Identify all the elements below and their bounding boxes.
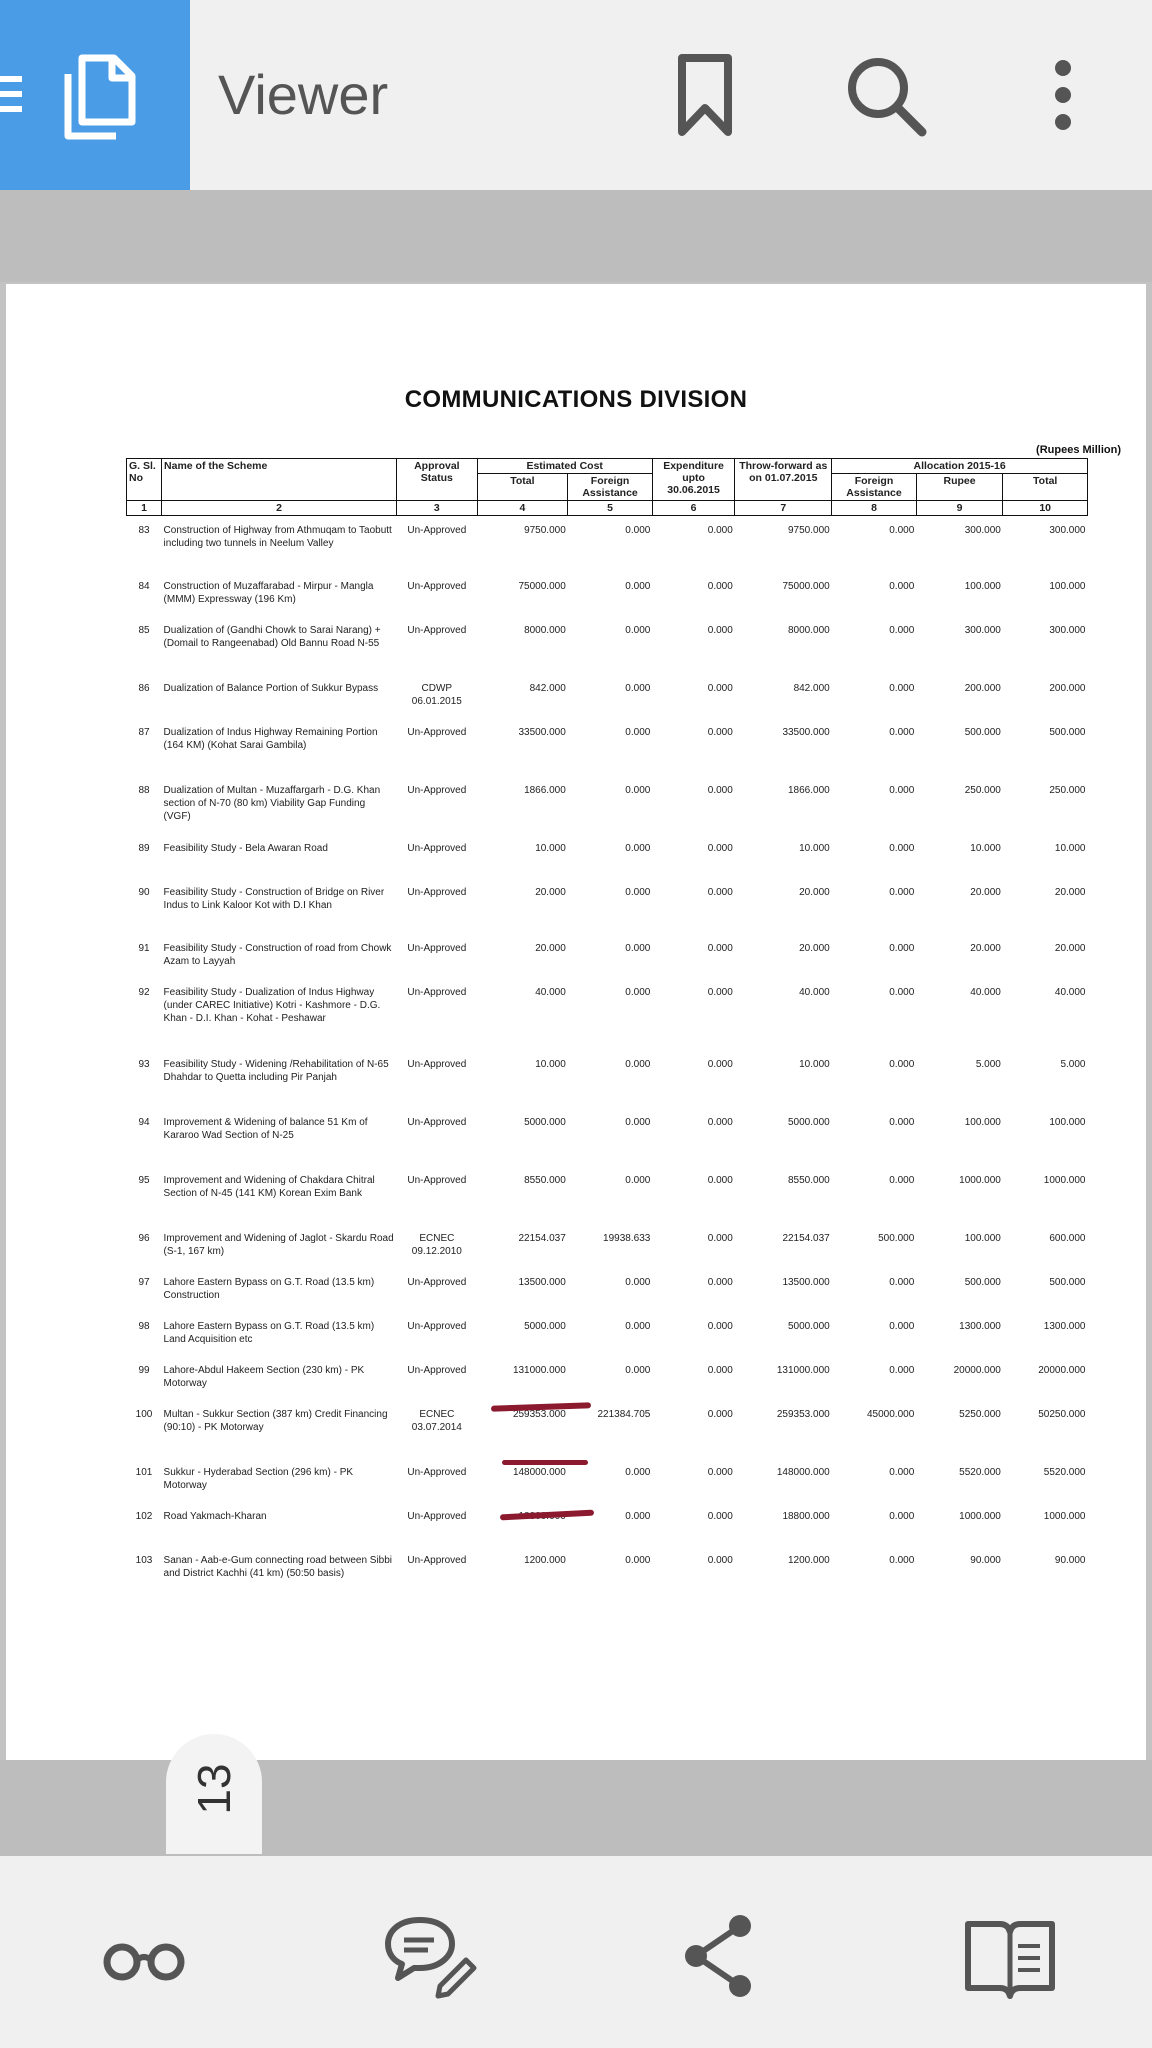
throw-forward: 18800.000 bbox=[782, 1511, 830, 1522]
allocation-rupee: 1000.000 bbox=[959, 1511, 1001, 1522]
allocation-total: 300.000 bbox=[1049, 525, 1086, 536]
estimated-foreign: 0.000 bbox=[625, 1555, 651, 1566]
estimated-total: 13500.000 bbox=[518, 1277, 566, 1288]
share-icon[interactable] bbox=[668, 1906, 768, 2006]
scheme-name: Improvement & Widening of balance 51 Km of Kararoo Wad Section of N-25 bbox=[163, 1117, 368, 1141]
allocation-rupee: 1000.000 bbox=[959, 1175, 1001, 1186]
approval-status: Un-Approved bbox=[407, 727, 467, 738]
row-number: 93 bbox=[138, 1059, 150, 1070]
allocation-rupee: 20.000 bbox=[970, 887, 1001, 898]
allocation-total: 250.000 bbox=[1049, 785, 1086, 796]
row-number: 96 bbox=[138, 1233, 150, 1244]
app-title: Viewer bbox=[218, 63, 389, 126]
table-row bbox=[127, 942, 1088, 986]
allocation-foreign: 0.000 bbox=[889, 727, 915, 738]
allocation-foreign: 0.000 bbox=[889, 581, 915, 592]
throw-forward: 131000.000 bbox=[776, 1365, 830, 1376]
estimated-foreign: 0.000 bbox=[625, 1059, 651, 1070]
allocation-foreign: 0.000 bbox=[889, 1321, 915, 1332]
more-vert-icon[interactable] bbox=[1018, 50, 1108, 140]
allocation-total: 500.000 bbox=[1049, 727, 1086, 738]
estimated-total: 75000.000 bbox=[518, 581, 566, 592]
allocation-foreign: 0.000 bbox=[889, 625, 915, 636]
scheme-name: Construction of Highway from Athmuqam to Taobutt including two tunnels in Neelum Valley bbox=[163, 525, 392, 549]
col-number: 2 bbox=[162, 501, 397, 516]
allocation-rupee: 500.000 bbox=[964, 1277, 1001, 1288]
throw-forward: 259353.000 bbox=[776, 1409, 830, 1420]
table-row bbox=[127, 682, 1088, 726]
approval-status: Un-Approved bbox=[407, 525, 467, 536]
glasses-icon[interactable] bbox=[94, 1906, 194, 2006]
row-number: 98 bbox=[138, 1321, 150, 1332]
estimated-total: 9750.000 bbox=[524, 525, 566, 536]
allocation-foreign: 0.000 bbox=[889, 843, 915, 854]
approval-status: Un-Approved bbox=[407, 1555, 467, 1566]
expenditure: 0.000 bbox=[707, 1321, 733, 1332]
expenditure: 0.000 bbox=[707, 525, 733, 536]
table-row bbox=[127, 1058, 1088, 1116]
allocation-total: 50250.000 bbox=[1038, 1409, 1086, 1420]
allocation-rupee: 90.000 bbox=[970, 1555, 1001, 1566]
scheme-name: Feasibility Study - Bela Awaran Road bbox=[163, 843, 328, 854]
allocation-foreign: 0.000 bbox=[889, 1175, 915, 1186]
allocation-rupee: 5250.000 bbox=[959, 1409, 1001, 1420]
approval-status: Un-Approved bbox=[407, 581, 467, 592]
throw-forward: 75000.000 bbox=[782, 581, 830, 592]
allocation-rupee: 5520.000 bbox=[959, 1467, 1001, 1478]
scheme-name: Lahore Eastern Bypass on G.T. Road (13.5 km) Land Acquisition etc bbox=[163, 1321, 375, 1345]
allocation-rupee: 300.000 bbox=[964, 625, 1001, 636]
expenditure: 0.000 bbox=[707, 1277, 733, 1288]
column-number-row bbox=[127, 501, 1088, 516]
estimated-foreign: 0.000 bbox=[625, 1467, 651, 1478]
table-row bbox=[127, 1320, 1088, 1364]
expenditure: 0.000 bbox=[707, 625, 733, 636]
allocation-foreign: 0.000 bbox=[889, 1467, 915, 1478]
throw-forward: 10.000 bbox=[799, 843, 830, 854]
estimated-total: 20.000 bbox=[535, 887, 566, 898]
approval-status: ECNEC 03.07.2014 bbox=[411, 1409, 462, 1433]
allocation-rupee: 40.000 bbox=[970, 987, 1001, 998]
col-number: 10 bbox=[1003, 501, 1088, 516]
throw-forward: 5000.000 bbox=[788, 1321, 830, 1332]
allocation-rupee: 200.000 bbox=[964, 683, 1001, 694]
expenditure: 0.000 bbox=[707, 887, 733, 898]
throw-forward: 1200.000 bbox=[788, 1555, 830, 1566]
scheme-name: Improvement and Widening of Chakdara Chitral Section of N-45 (141 KM) Korean Exim Bank bbox=[163, 1175, 375, 1199]
table-row bbox=[127, 1232, 1088, 1276]
allocation-rupee: 20.000 bbox=[970, 943, 1001, 954]
estimated-total: 10.000 bbox=[535, 843, 566, 854]
table-row bbox=[127, 726, 1088, 784]
header-foreign-assistance: Foreign Assistance bbox=[568, 474, 653, 501]
estimated-foreign: 0.000 bbox=[625, 785, 651, 796]
estimated-total: 5000.000 bbox=[524, 1117, 566, 1128]
allocation-foreign: 0.000 bbox=[889, 1277, 915, 1288]
throw-forward: 40.000 bbox=[799, 987, 830, 998]
scheme-name: Improvement and Widening of Jaglot - Skardu Road (S-1, 167 km) bbox=[163, 1233, 394, 1257]
throw-forward: 8550.000 bbox=[788, 1175, 830, 1186]
throw-forward: 33500.000 bbox=[782, 727, 830, 738]
row-number: 91 bbox=[138, 943, 150, 954]
allocation-total: 100.000 bbox=[1049, 581, 1086, 592]
book-icon[interactable] bbox=[960, 1906, 1060, 2006]
estimated-total: 5000.000 bbox=[524, 1321, 566, 1332]
expenditure: 0.000 bbox=[707, 943, 733, 954]
table-row bbox=[127, 580, 1088, 624]
header-throw-forward: Throw-forward as on 01.07.2015 bbox=[735, 459, 832, 501]
estimated-total: 8550.000 bbox=[524, 1175, 566, 1186]
estimated-total: 40.000 bbox=[535, 987, 566, 998]
approval-status: Un-Approved bbox=[407, 1467, 467, 1478]
bookmark-icon[interactable] bbox=[660, 50, 750, 140]
estimated-foreign: 0.000 bbox=[625, 1117, 651, 1128]
row-number: 85 bbox=[138, 625, 150, 636]
scheme-name: Dualization of Multan - Muzaffargarh - D.G. Khan section of N-70 (80 km) Viability Gap Funding (VGF) bbox=[163, 785, 381, 822]
estimated-foreign: 19938.633 bbox=[603, 1233, 651, 1244]
allocation-total: 40.000 bbox=[1054, 987, 1086, 998]
allocation-total: 100.000 bbox=[1049, 1117, 1086, 1128]
expenditure: 0.000 bbox=[707, 1233, 733, 1244]
estimated-total: 259353.000 bbox=[512, 1409, 566, 1420]
estimated-foreign: 0.000 bbox=[625, 625, 651, 636]
search-icon[interactable] bbox=[840, 50, 930, 140]
estimated-foreign: 0.000 bbox=[625, 1321, 651, 1332]
allocation-rupee: 300.000 bbox=[964, 525, 1001, 536]
allocation-total: 5520.000 bbox=[1043, 1467, 1086, 1478]
allocation-total: 1000.000 bbox=[1043, 1511, 1086, 1522]
header-approval: Approval Status bbox=[397, 459, 477, 501]
approval-status: Un-Approved bbox=[407, 1365, 467, 1376]
scheme-name: Sukkur - Hyderabad Section (296 km) - PK Motorway bbox=[163, 1467, 354, 1491]
allocation-foreign: 500.000 bbox=[878, 1233, 915, 1244]
estimated-total: 1200.000 bbox=[524, 1555, 566, 1566]
row-number: 103 bbox=[135, 1555, 153, 1566]
scheme-name: Feasibility Study - Construction of road from Chowk Azam to Layyah bbox=[163, 943, 392, 967]
estimated-foreign: 0.000 bbox=[625, 987, 651, 998]
expenditure: 0.000 bbox=[707, 1175, 733, 1186]
scheme-name: Feasibility Study - Dualization of Indus Highway (under CAREC Initiative) Kotri - Kashmore - D.G. Khan - D.I. Khan - Kohat - Peshawar bbox=[163, 987, 381, 1024]
row-number: 90 bbox=[138, 887, 150, 898]
allocation-total: 600.000 bbox=[1049, 1233, 1086, 1244]
estimated-total: 148000.000 bbox=[512, 1467, 566, 1478]
estimated-total: 8000.000 bbox=[524, 625, 566, 636]
col-number: 3 bbox=[397, 501, 477, 516]
document-title: COMMUNICATIONS DIVISION bbox=[404, 386, 748, 413]
allocation-total: 1300.000 bbox=[1043, 1321, 1086, 1332]
allocation-total: 200.000 bbox=[1049, 683, 1086, 694]
col-number: 9 bbox=[916, 501, 1003, 516]
estimated-total: 22154.037 bbox=[518, 1233, 566, 1244]
approval-status: ECNEC 09.12.2010 bbox=[411, 1233, 462, 1257]
estimated-foreign: 0.000 bbox=[625, 581, 651, 592]
app-icon-area bbox=[0, 0, 190, 190]
table-header-row bbox=[127, 459, 1088, 474]
allocation-foreign: 0.000 bbox=[889, 987, 915, 998]
estimated-foreign: 0.000 bbox=[625, 943, 651, 954]
allocation-foreign: 0.000 bbox=[889, 683, 915, 694]
estimated-foreign: 0.000 bbox=[625, 1277, 651, 1288]
table-row bbox=[127, 842, 1088, 886]
row-number: 97 bbox=[138, 1277, 150, 1288]
table-spacer bbox=[127, 516, 1088, 525]
approval-status: Un-Approved bbox=[407, 1321, 467, 1332]
table-row bbox=[127, 524, 1088, 580]
estimated-total: 842.000 bbox=[529, 683, 566, 694]
allocation-foreign: 0.000 bbox=[889, 1117, 915, 1128]
expenditure: 0.000 bbox=[707, 727, 733, 738]
table-row bbox=[127, 886, 1088, 942]
table-row bbox=[127, 624, 1088, 682]
throw-forward: 8000.000 bbox=[788, 625, 830, 636]
estimated-total: 33500.000 bbox=[518, 727, 566, 738]
allocation-total: 5.000 bbox=[1060, 1059, 1086, 1070]
scheme-name: Dualization of (Gandhi Chowk to Sarai Narang) + (Domail to Rangeenabad) Old Bannu Road N-55 bbox=[163, 625, 381, 649]
row-number: 102 bbox=[135, 1511, 153, 1522]
approval-status: Un-Approved bbox=[407, 1277, 467, 1288]
expenditure: 0.000 bbox=[707, 581, 733, 592]
approval-status: Un-Approved bbox=[407, 785, 467, 796]
scheme-name: Dualization of Indus Highway Remaining Portion (164 KM) (Kohat Sarai Gambila) bbox=[163, 727, 378, 751]
estimated-total: 20.000 bbox=[535, 943, 566, 954]
underline-annotation bbox=[502, 1460, 588, 1465]
throw-forward: 842.000 bbox=[793, 683, 830, 694]
allocation-rupee: 100.000 bbox=[964, 1233, 1001, 1244]
row-number: 84 bbox=[138, 581, 150, 592]
viewer-background bbox=[0, 190, 1152, 282]
row-number: 101 bbox=[135, 1467, 153, 1478]
expenditure: 0.000 bbox=[707, 1467, 733, 1478]
allocation-total: 20000.000 bbox=[1038, 1365, 1086, 1376]
expenditure: 0.000 bbox=[707, 1059, 733, 1070]
allocation-foreign: 0.000 bbox=[889, 943, 915, 954]
throw-forward: 10.000 bbox=[799, 1059, 830, 1070]
allocation-rupee: 1300.000 bbox=[959, 1321, 1001, 1332]
throw-forward: 1866.000 bbox=[788, 785, 830, 796]
allocation-rupee: 20000.000 bbox=[953, 1365, 1001, 1376]
bottom-toolbar bbox=[0, 1856, 1152, 2048]
allocation-foreign: 0.000 bbox=[889, 1365, 915, 1376]
throw-forward: 13500.000 bbox=[782, 1277, 830, 1288]
expenditure: 0.000 bbox=[707, 1409, 733, 1420]
expenditure: 0.000 bbox=[707, 1511, 733, 1522]
allocation-rupee: 5.000 bbox=[975, 1059, 1001, 1070]
throw-forward: 148000.000 bbox=[776, 1467, 830, 1478]
header-name: Name of the Scheme bbox=[162, 459, 397, 501]
throw-forward: 9750.000 bbox=[788, 525, 830, 536]
scheme-name: Lahore-Abdul Hakeem Section (230 km) - PK Motorway bbox=[163, 1365, 365, 1389]
units-note: (Rupees Million) bbox=[1036, 444, 1121, 456]
header-expenditure: Expenditure upto 30.06.2015 bbox=[652, 459, 734, 501]
expenditure: 0.000 bbox=[707, 683, 733, 694]
header-alloc-total: Total bbox=[1003, 474, 1088, 501]
scheme-name: Construction of Muzaffarabad - Mirpur - Mangla (MMM) Expressway (196 Km) bbox=[163, 581, 374, 605]
row-number: 95 bbox=[138, 1175, 150, 1186]
expenditure: 0.000 bbox=[707, 1117, 733, 1128]
throw-forward: 20.000 bbox=[799, 887, 830, 898]
approval-status: CDWP 06.01.2015 bbox=[411, 683, 462, 707]
scheme-name: Lahore Eastern Bypass on G.T. Road (13.5 km) Construction bbox=[163, 1277, 375, 1301]
spacer-cell bbox=[127, 516, 1088, 525]
col-number: 6 bbox=[652, 501, 734, 516]
scheme-name: Road Yakmach-Kharan bbox=[163, 1511, 267, 1522]
document-copy-icon[interactable] bbox=[62, 52, 138, 140]
allocation-foreign: 0.000 bbox=[889, 785, 915, 796]
allocation-foreign: 0.000 bbox=[889, 1555, 915, 1566]
approval-status: Un-Approved bbox=[407, 1117, 467, 1128]
row-number: 99 bbox=[138, 1365, 150, 1376]
estimated-foreign: 0.000 bbox=[625, 1175, 651, 1186]
document-page[interactable] bbox=[6, 284, 1146, 1760]
allocation-rupee: 100.000 bbox=[964, 1117, 1001, 1128]
col-number: 1 bbox=[127, 501, 162, 516]
col-number: 7 bbox=[735, 501, 832, 516]
throw-forward: 20.000 bbox=[799, 943, 830, 954]
header-gsl: G. Sl. No bbox=[127, 459, 162, 501]
estimated-foreign: 221384.705 bbox=[597, 1409, 651, 1420]
allocation-rupee: 250.000 bbox=[964, 785, 1001, 796]
expenditure: 0.000 bbox=[707, 987, 733, 998]
allocation-total: 500.000 bbox=[1049, 1277, 1086, 1288]
estimated-total: 10.000 bbox=[535, 1059, 566, 1070]
row-number: 83 bbox=[138, 525, 150, 536]
comment-edit-icon[interactable] bbox=[380, 1906, 480, 2006]
approval-status: Un-Approved bbox=[407, 1511, 467, 1522]
row-number: 87 bbox=[138, 727, 150, 738]
page-number-tab[interactable] bbox=[166, 1734, 262, 1854]
estimated-total: 1866.000 bbox=[524, 785, 566, 796]
table-row bbox=[127, 784, 1088, 842]
approval-status: Un-Approved bbox=[407, 943, 467, 954]
approval-status: Un-Approved bbox=[407, 625, 467, 636]
expenditure: 0.000 bbox=[707, 843, 733, 854]
row-number: 94 bbox=[138, 1117, 150, 1128]
allocation-foreign: 0.000 bbox=[889, 525, 915, 536]
expenditure: 0.000 bbox=[707, 785, 733, 796]
allocation-total: 20.000 bbox=[1054, 943, 1086, 954]
table-row bbox=[127, 1364, 1088, 1408]
estimated-foreign: 0.000 bbox=[625, 843, 651, 854]
allocation-rupee: 10.000 bbox=[970, 843, 1001, 854]
col-number: 8 bbox=[832, 501, 917, 516]
menu-icon[interactable] bbox=[0, 72, 30, 116]
allocation-total: 1000.000 bbox=[1043, 1175, 1086, 1186]
table-row bbox=[127, 1276, 1088, 1320]
estimated-foreign: 0.000 bbox=[625, 1511, 651, 1522]
table-body bbox=[127, 516, 1088, 1611]
expenditure: 0.000 bbox=[707, 1365, 733, 1376]
approval-status: Un-Approved bbox=[407, 1175, 467, 1186]
table-row bbox=[127, 1510, 1088, 1554]
allocation-rupee: 100.000 bbox=[964, 581, 1001, 592]
approval-status: Un-Approved bbox=[407, 887, 467, 898]
allocation-foreign: 45000.000 bbox=[866, 1409, 915, 1420]
scheme-name: Feasibility Study - Construction of Bridge on River Indus to Link Kaloor Kot with D.I Khan bbox=[163, 887, 385, 911]
throw-forward: 5000.000 bbox=[788, 1117, 830, 1128]
header-total: Total bbox=[477, 474, 568, 501]
header-alloc-rupee: Rupee bbox=[916, 474, 1003, 501]
estimated-foreign: 0.000 bbox=[625, 683, 651, 694]
col-number: 4 bbox=[477, 501, 568, 516]
estimated-foreign: 0.000 bbox=[625, 887, 651, 898]
schemes-table bbox=[126, 458, 1088, 1610]
table-row bbox=[127, 1174, 1088, 1232]
scheme-name: Sanan - Aab-e-Gum connecting road between Sibbi and District Kachhi (41 km) (50:50 basis) bbox=[163, 1555, 393, 1579]
table-row bbox=[127, 1554, 1088, 1610]
col-number: 5 bbox=[568, 501, 653, 516]
allocation-total: 20.000 bbox=[1054, 887, 1086, 898]
scheme-name: Dualization of Balance Portion of Sukkur Bypass bbox=[163, 683, 379, 694]
row-number: 100 bbox=[135, 1409, 153, 1420]
approval-status: Un-Approved bbox=[407, 843, 467, 854]
row-number: 86 bbox=[138, 683, 150, 694]
allocation-total: 300.000 bbox=[1049, 625, 1086, 636]
row-number: 92 bbox=[138, 987, 150, 998]
table-row bbox=[127, 1466, 1088, 1510]
table-row bbox=[127, 986, 1088, 1058]
table-row bbox=[127, 1116, 1088, 1174]
allocation-foreign: 0.000 bbox=[889, 1059, 915, 1070]
expenditure: 0.000 bbox=[707, 1555, 733, 1566]
header-estimated-cost: Estimated Cost bbox=[477, 459, 652, 474]
top-app-bar bbox=[0, 0, 1152, 190]
page-number: 13 bbox=[188, 1763, 240, 1815]
allocation-total: 90.000 bbox=[1054, 1555, 1086, 1566]
header-alloc-foreign: Foreign Assistance bbox=[832, 474, 917, 501]
approval-status: Un-Approved bbox=[407, 987, 467, 998]
row-number: 88 bbox=[138, 785, 150, 796]
allocation-rupee: 500.000 bbox=[964, 727, 1001, 738]
allocation-foreign: 0.000 bbox=[889, 887, 915, 898]
table-row bbox=[127, 1408, 1088, 1466]
header-allocation: Allocation 2015-16 bbox=[832, 459, 1088, 474]
row-number: 89 bbox=[138, 843, 150, 854]
estimated-foreign: 0.000 bbox=[625, 727, 651, 738]
estimated-foreign: 0.000 bbox=[625, 1365, 651, 1376]
allocation-foreign: 0.000 bbox=[889, 1511, 915, 1522]
scheme-name: Multan - Sukkur Section (387 km) Credit Financing (90:10) - PK Motorway bbox=[163, 1409, 388, 1433]
estimated-total: 131000.000 bbox=[512, 1365, 566, 1376]
throw-forward: 22154.037 bbox=[782, 1233, 830, 1244]
estimated-foreign: 0.000 bbox=[625, 525, 651, 536]
allocation-total: 10.000 bbox=[1054, 843, 1086, 854]
approval-status: Un-Approved bbox=[407, 1059, 467, 1070]
scheme-name: Feasibility Study - Widening /Rehabilitation of N-65 Dhahdar to Quetta including Pir Panjah bbox=[163, 1059, 389, 1083]
